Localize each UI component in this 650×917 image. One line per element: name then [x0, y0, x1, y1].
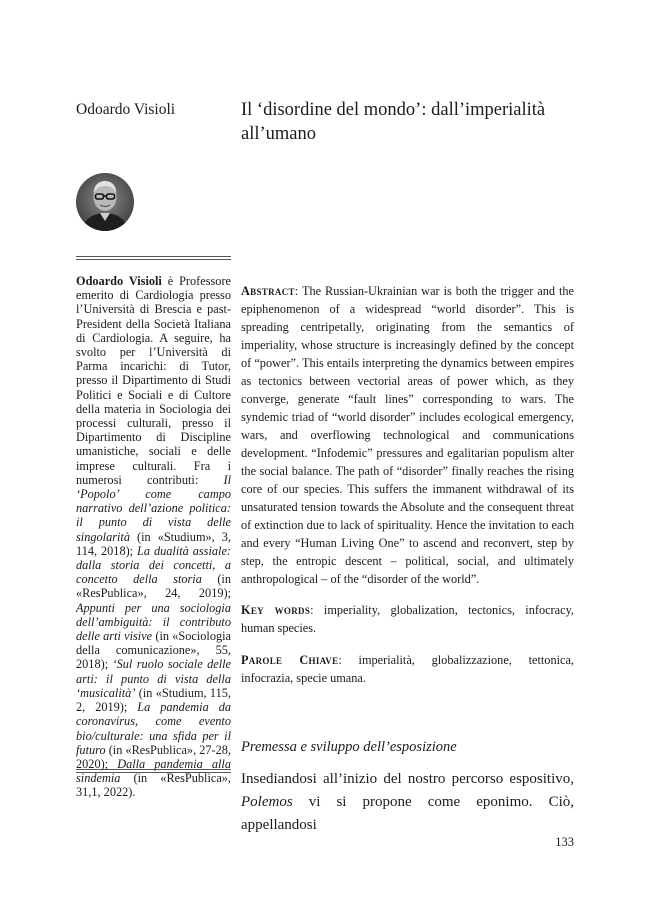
parole-chiave-paragraph: [241, 651, 574, 687]
parole-chiave-text: : imperialità, globalizzazione, tettonica, infocrazia, specie umana.: [241, 653, 575, 685]
bio-text: è Professore emerito di Cardiologia presso l’Università di Brescia e past-President della Società Italiana di Cardiologia. A seguire, ha svolto per l’Università di Parma incarichi: di Tutor, presso il Dipartimento di Studi Politici e Sociali e di Cultore della materia in Sociologia dei processi culturali, presso il Dipartimento di Discipline umanistiche, sociali e delle imprese culturali. Fra i numerosi contributi:: [76, 274, 231, 487]
bio-work-title: Il ‘Popolo’ come campo narrativo dell’azione politica: il punto di vista delle singolarità: [76, 472, 231, 544]
keywords-label: Key words: [241, 603, 311, 617]
bio-text: (in «ResPublica», 27-28, 2020);: [76, 742, 231, 771]
abstract-paragraph: [241, 282, 574, 588]
article-title: Il ‘disordine del mondo’: dall’imperialità all’umano: [241, 100, 546, 144]
keywords-text: : imperiality, globalization, tectonics, infocracy, human species.: [241, 603, 574, 635]
body-text: Insediandosi all’inizio del nostro percorso espositivo,: [241, 771, 574, 787]
bio-work-title: Appunti per una sociologia dell’ambiguità: il contributo delle arti visive: [76, 600, 231, 644]
author-bio: [76, 274, 231, 800]
bio-text: (in «ResPublica», 24, 2019);: [76, 572, 231, 601]
abstract-text: : The Russian-Ukrainian war is both the trigger and the epiphenomenon of a widespread “world disorder”. This is spreading centripetally, originating from the semantics of imperiality, whose structure is increasingly defined by the concept of “power”. This entails interpreting the dynamics between empires as tectonics between vectorial areas of power which, as they converge, generate “fault lines” corresponding to wars. The syndemic triad of “world disorder” includes ecological emergency, wars, and overflowing technological and communications development. “Infodemic” pressures and egalitarian populism alter the social balance. The path of “disorder” finally reaches the rising core of our species. This suffers the immanent withdrawal of its unsaturated tension towards the Absolute and the consequent threat of extinction due to lack of spirituality. Hence the invitation to each and every “Human Living One” to ascend and reconvert, step by step, the entropic descent – political, social, and ultimately anthropological – of the “disorder of the world”.: [241, 284, 574, 586]
page-number: 133: [555, 835, 574, 849]
bio-work-title: Dalla pandemia alla sindemia: [76, 756, 231, 786]
author-name: Odoardo Visioli: [76, 101, 176, 118]
abstract-label: Abstract: [241, 284, 295, 298]
bio-work-title: La pandemia da coronavirus, come evento bio/culturale: una sfida per il futuro: [76, 700, 231, 757]
bio-author-name: Odoardo Visioli: [76, 274, 162, 288]
bio-work-title: La dualità assiale: dalla storia dei concetti, a concetto della storia: [76, 543, 231, 587]
bio-text: (in «Studium, 115, 2, 2019);: [76, 685, 231, 715]
body-paragraph: [241, 768, 574, 837]
section-heading: Premessa e sviluppo dell’esposizione: [241, 739, 457, 755]
body-emphasis: Polemos: [241, 794, 293, 810]
bio-text: (in «Studium», 3, 114, 2018);: [76, 529, 231, 558]
bio-text: (in «ResPublica», 31,1, 2022).: [76, 771, 231, 800]
body-text: vi si propone come eponimo. Ciò, appellandosi: [241, 794, 574, 833]
bio-top-rule: [76, 256, 231, 260]
bio-work-title: ‘Sul ruolo sociale delle arti: il punto di vista della ‘musicalità’: [76, 657, 231, 700]
parole-chiave-label: Parole Chiave: [241, 653, 339, 667]
author-portrait-icon: [76, 173, 134, 231]
keywords-paragraph: [241, 601, 574, 637]
bio-bottom-rule: [76, 769, 231, 773]
bio-text: (in «Sociologia della comunicazione», 55, 2018);: [76, 629, 231, 672]
